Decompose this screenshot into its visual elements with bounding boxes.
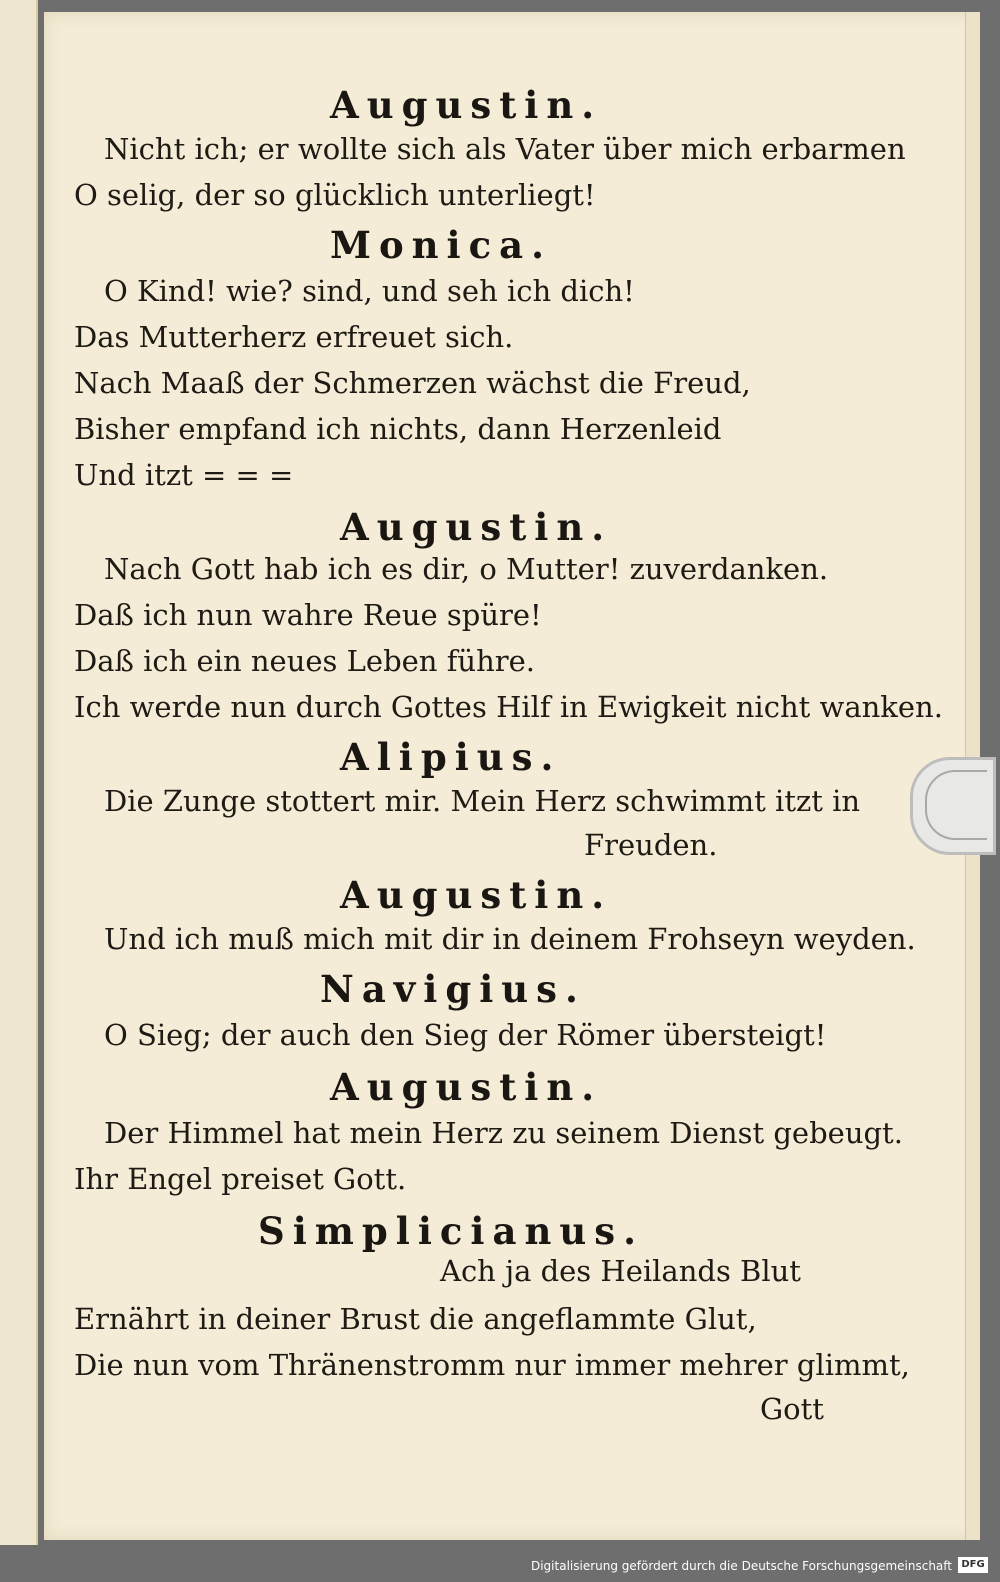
verse-line: Ach ja des Heilands Blut — [440, 1254, 801, 1288]
verse-line: Nach Gott hab ich es dir, o Mutter! zuverdanken. — [104, 552, 829, 586]
speaker-heading: Augustin. — [340, 873, 613, 917]
verse-line: Der Himmel hat mein Herz zu seinem Dienst gebeugt. — [104, 1116, 903, 1150]
speaker-heading: Simplicianus. — [258, 1209, 644, 1253]
speaker-heading: Alipius. — [340, 735, 562, 779]
book-page — [44, 12, 980, 1540]
dfg-logo: DFG — [958, 1557, 988, 1573]
verse-line: O Kind! wie? sind, und seh ich dich! — [104, 274, 635, 308]
verse-line: Ihr Engel preiset Gott. — [74, 1162, 407, 1196]
footer-bar — [0, 1550, 1000, 1582]
page-clip-inner — [925, 770, 987, 840]
verse-line: Die Zunge stottert mir. Mein Herz schwimmt itzt in — [104, 784, 861, 818]
verse-line: O Sieg; der auch den Sieg der Römer übersteigt! — [104, 1018, 827, 1052]
verse-line: Ernährt in deiner Brust die angeflammte Glut, — [74, 1302, 757, 1336]
speaker-heading: Navigius. — [320, 967, 586, 1011]
verse-line: Nicht ich; er wollte sich als Vater über mich erbarmen — [104, 132, 906, 166]
speaker-heading: Augustin. — [330, 1065, 603, 1109]
speaker-heading: Augustin. — [330, 83, 603, 127]
speaker-heading: Augustin. — [340, 505, 613, 549]
verse-line: Freuden. — [584, 828, 718, 862]
verse-line: Daß ich ein neues Leben führe. — [74, 644, 536, 678]
verse-line: Daß ich nun wahre Reue spüre! — [74, 598, 542, 632]
footer-credit: Digitalisierung gefördert durch die Deutsche Forschungsgemeinschaft — [530, 1559, 952, 1573]
verse-line: Nach Maaß der Schmerzen wächst die Freud, — [74, 366, 751, 400]
verse-line: O selig, der so glücklich unterliegt! — [74, 178, 596, 212]
page-clip-tab — [910, 757, 996, 855]
verse-line: Bisher empfand ich nichts, dann Herzenleid — [74, 412, 722, 446]
verse-line: Ich werde nun durch Gottes Hilf in Ewigkeit nicht wanken. — [74, 690, 943, 724]
verse-line: Und ich muß mich mit dir in deinem Frohseyn weyden. — [104, 922, 916, 956]
left-page-edge — [0, 0, 38, 1545]
verse-line: Die nun vom Thränenstromm nur immer mehrer glimmt, — [74, 1348, 910, 1382]
catchword: Gott — [760, 1392, 824, 1426]
speaker-heading: Monica. — [330, 223, 552, 267]
verse-line: Das Mutterherz erfreuet sich. — [74, 320, 514, 354]
verse-line: Und itzt = = = — [74, 458, 294, 492]
